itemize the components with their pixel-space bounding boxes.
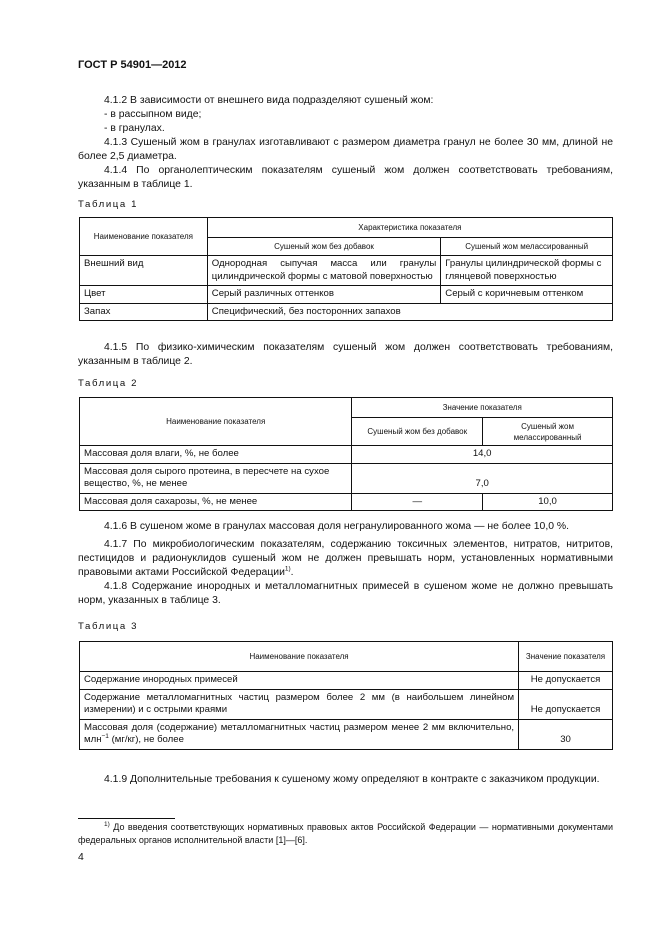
table-row xyxy=(80,719,613,749)
table2-header-molassed: Сушеный жом мелассированный xyxy=(483,418,613,446)
table3-cell-name: Содержание металломагнитных частиц размером более 2 мм (в наибольшем линейном измерении) и с острыми краями xyxy=(80,689,519,719)
table1-header-plain: Сушеный жом без добавок xyxy=(207,238,441,256)
table1-cell-molassed: Гранулы цилиндрической формы с глянцевой поверхностью xyxy=(441,256,613,286)
table3-cell-value: Не допускается xyxy=(519,672,613,690)
table-1 xyxy=(79,217,613,321)
section-4-1-8: 4.1.8 Содержание инородных и металломагнитных примесей в сушеном жоме не должно превышать норм, указанных в таблице 3. xyxy=(78,581,613,606)
table-row xyxy=(80,303,613,321)
table2-cell-molassed: 10,0 xyxy=(483,493,613,511)
table3-header-name: Наименование показателя xyxy=(80,642,519,672)
list-item-granules: - в гранулах. xyxy=(104,123,165,134)
table1-cell-name: Цвет xyxy=(80,286,208,304)
document-header: ГОСТ Р 54901—2012 xyxy=(78,59,187,71)
table1-cell-merged: Специфический, без посторонних запахов xyxy=(207,303,612,321)
table-row xyxy=(80,286,613,304)
section-4-1-4: 4.1.4 По органолептическим показателям сушеный жом должен соответствовать требованиям, указанным в таблице 1. xyxy=(78,165,613,190)
table1-cell-plain: Однородная сыпучая масса или гранулы цилиндрической формы с матовой поверхностью xyxy=(207,256,441,286)
table2-cell-name: Массовая доля сахарозы, %, не менее xyxy=(80,493,352,511)
table3-cell-value: Не допускается xyxy=(519,689,613,719)
table1-cell-plain: Серый различных оттенков xyxy=(207,286,441,304)
table1-cell-name: Внешний вид xyxy=(80,256,208,286)
table3-cell-value: 30 xyxy=(519,719,613,749)
table2-header-plain: Сушеный жом без добавок xyxy=(352,418,483,446)
footnote-mark: 1) xyxy=(104,821,110,828)
table1-caption: Таблица 1 xyxy=(78,199,139,210)
footnote-divider xyxy=(78,818,175,819)
table3-cell-name-b: (мг/кг), не более xyxy=(108,734,184,745)
table2-cell-value: 14,0 xyxy=(352,446,613,464)
section-4-1-6: 4.1.6 В сушеном жоме в гранулах массовая доля негранулированного жома — не более 10,0 %. xyxy=(104,521,570,532)
section-4-1-5: 4.1.5 По физико-химическим показателям сушеный жом должен соответствовать требованиям, указанным в таблице 2. xyxy=(78,342,613,367)
table-row xyxy=(80,446,613,464)
table3-cell-exponent: −1 xyxy=(101,732,109,740)
table1-cell-molassed: Серый с коричневым оттенком xyxy=(441,286,613,304)
table-2 xyxy=(79,397,613,511)
table1-header-name: Наименование показателя xyxy=(80,218,208,256)
table2-cell-name: Массовая доля сырого протеина, в пересчете на сухое вещество, %, не менее xyxy=(80,463,352,493)
table-row xyxy=(80,493,613,511)
table1-header-molassed: Сушеный жом мелассированный xyxy=(441,238,613,256)
footnote-text: До введения соответствующих нормативных правовых актов Российской Федерации — нормативными документами федеральных органов исполнительной власти [1]—[6]. xyxy=(78,822,613,845)
section-4-1-7-end: . xyxy=(290,567,294,578)
section-4-1-3: 4.1.3 Сушеный жом в гранулах изготавливают с размером диаметра гранул не более 30 мм, длиной не более 2,5 диаметра. xyxy=(78,137,613,162)
table1-header-characteristic: Характеристика показателя xyxy=(207,218,612,238)
table3-header-value: Значение показателя xyxy=(519,642,613,672)
table-row xyxy=(80,463,613,493)
table2-header-value: Значение показателя xyxy=(352,398,613,418)
table2-caption: Таблица 2 xyxy=(78,378,139,389)
table1-cell-name: Запах xyxy=(80,303,208,321)
section-4-1-9: 4.1.9 Дополнительные требования к сушеному жому определяют в контракте с заказчиком продукции. xyxy=(104,774,600,785)
section-4-1-7-text: 4.1.7 По микробиологическим показателям, содержанию токсичных элементов, нитратов, нитритов, пестицидов и радионуклидов сушеный жом не должен превышать норм, установленных нормативными правовыми актами Российской Федерации xyxy=(78,539,613,578)
table-row xyxy=(80,672,613,690)
section-4-1-7 xyxy=(78,538,613,580)
list-item-bulk: - в рассыпном виде; xyxy=(104,109,202,120)
table2-cell-plain: — xyxy=(352,493,483,511)
table-3 xyxy=(79,641,613,750)
table3-cell-name xyxy=(80,719,519,749)
footnote-ref: 1) xyxy=(284,565,291,573)
footnote xyxy=(78,821,613,846)
table2-cell-name: Массовая доля влаги, %, не более xyxy=(80,446,352,464)
page-number: 4 xyxy=(78,852,84,863)
table2-cell-value: 7,0 xyxy=(352,463,613,493)
table-row xyxy=(80,256,613,286)
table3-cell-name-a: Массовая доля (содержание) металломагнитных частиц размером менее 2 мм включительно, млн xyxy=(84,721,515,745)
table3-cell-name: Содержание инородных примесей xyxy=(80,672,519,690)
table3-caption: Таблица 3 xyxy=(78,621,139,632)
table2-header-name: Наименование показателя xyxy=(80,398,352,446)
section-4-1-2: 4.1.2 В зависимости от внешнего вида подразделяют сушеный жом: xyxy=(104,95,434,106)
table-row xyxy=(80,689,613,719)
